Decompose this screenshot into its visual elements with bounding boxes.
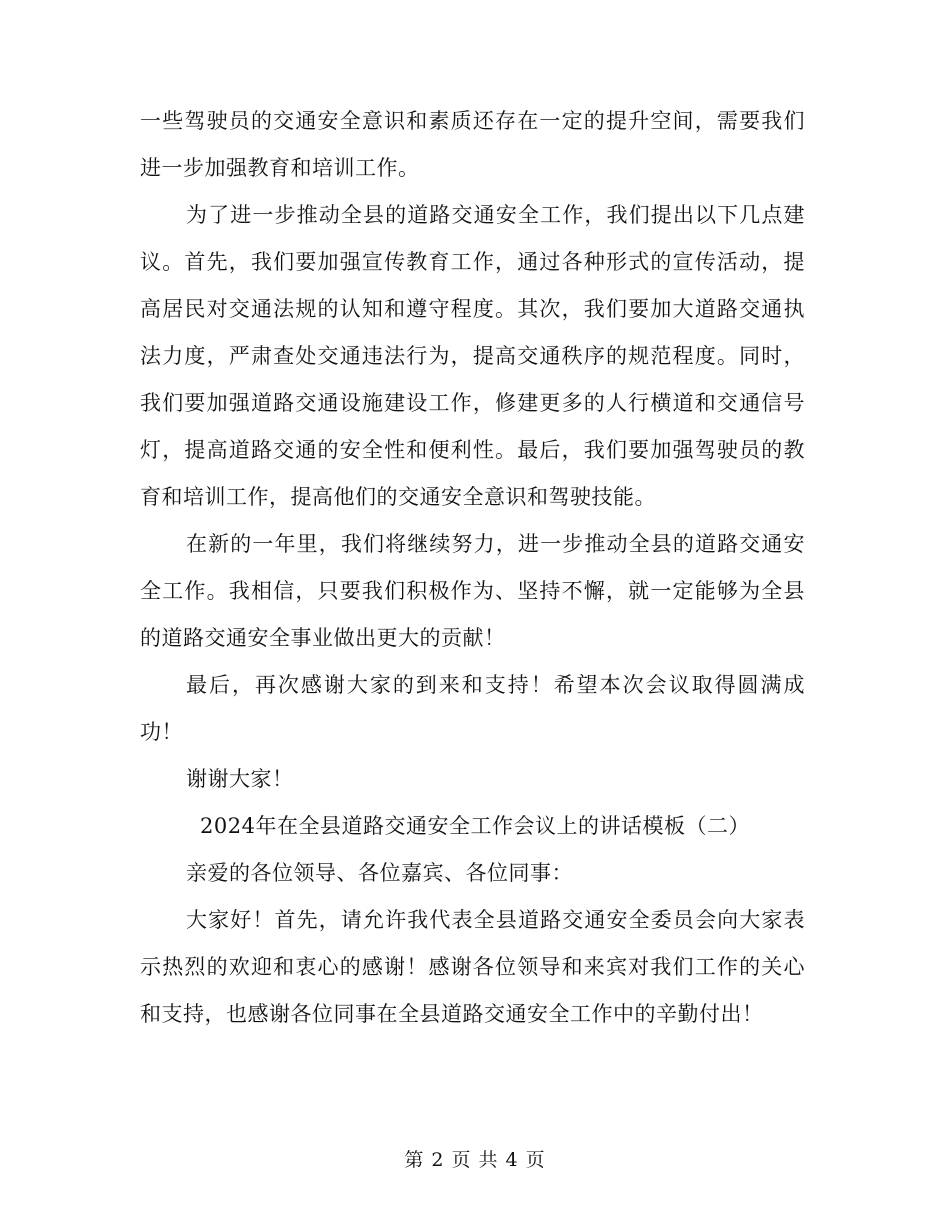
paragraph-continuation: 一些驾驶员的交通安全意识和素质还存在一定的提升空间，需要我们进一步加强教育和培训工作。 <box>140 109 805 180</box>
paragraph-thanks: 最后，再次感谢大家的到来和支持！希望本次会议取得圆满成功！ <box>140 673 805 744</box>
page-number-footer: 第 2 页 共 4 页 <box>404 1149 546 1171</box>
paragraph-opening: 大家好！首先，请允许我代表全县道路交通安全委员会向大家表示热烈的欢迎和衷心的感谢！感谢各位领导和来宾对我们工作的关心和支持，也感谢各位同事在全县道路交通安全工作中的辛勤付出！ <box>140 908 805 1026</box>
salutation: 亲爱的各位领导、各位嘉宾、各位同事： <box>186 861 573 885</box>
paragraph-suggestions: 为了进一步推动全县的道路交通安全工作，我们提出以下几点建议。首先，我们要加强宣传教育工作，通过各种形式的宣传活动，提高居民对交通法规的认知和遵守程度。其次，我们要加大道路交通执法力度，严肃查处交通违法行为，提高交通秩序的规范程度。同时，我们要加强道路交通设施建设工作，修建更多的人行横道和交通信号灯，提高道路交通的安全性和便利性。最后，我们要加强驾驶员的教育和培训工作，提高他们的交通安全意识和驾驶技能。 <box>140 203 805 509</box>
paragraph-new-year: 在新的一年里，我们将继续努力，进一步推动全县的道路交通安全工作。我相信，只要我们积极作为、坚持不懈，就一定能够为全县的道路交通安全事业做出更大的贡献！ <box>140 532 805 650</box>
section-title: 2024年在全县道路交通安全工作会议上的讲话模板（二） <box>200 814 750 838</box>
paragraph-closing: 谢谢大家！ <box>186 767 294 791</box>
document-body <box>140 98 805 1038</box>
